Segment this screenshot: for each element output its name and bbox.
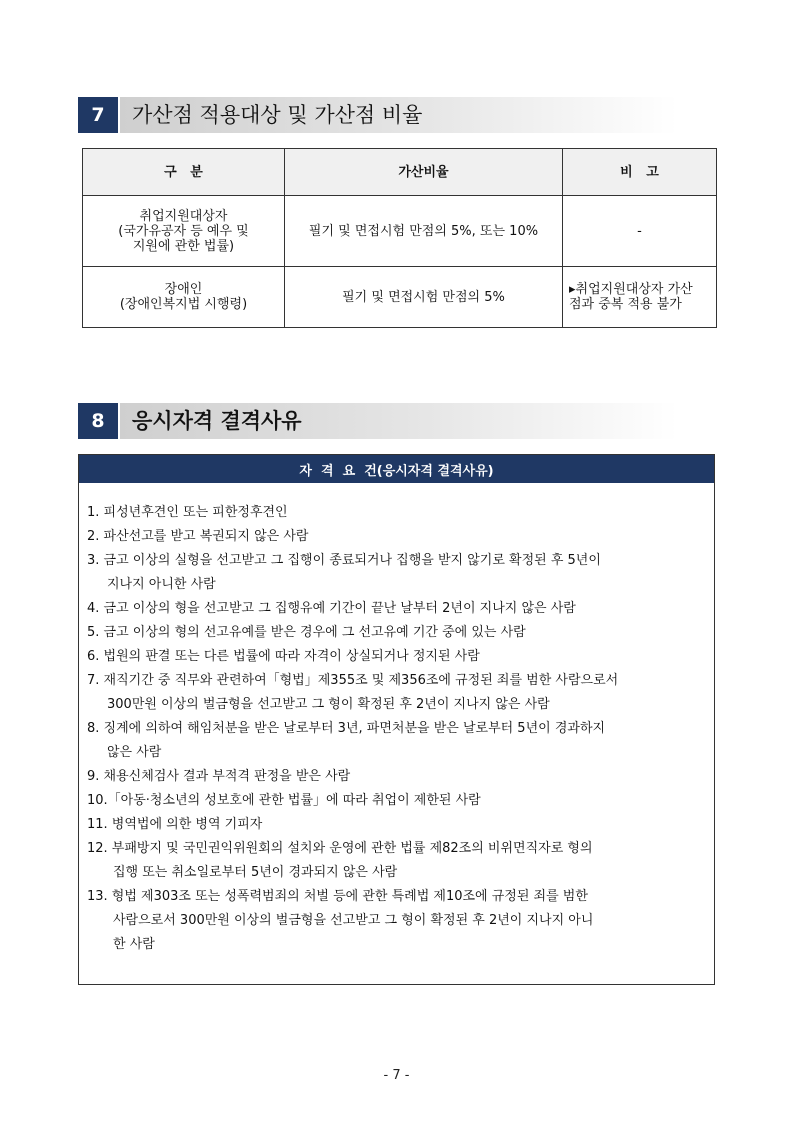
list-item-continuation: 집행 또는 취소일로부터 5년이 경과되지 않은 사람 (113, 865, 398, 880)
list-item-continuation: 사람으로서 300만원 이상의 벌금형을 선고받고 그 형이 확정된 후 2년이 지나지 아니 (113, 913, 594, 928)
disqualification-list (87, 501, 708, 957)
row-ratio: 필기 및 면접시험 만점의 5%, 또는 10% (285, 196, 563, 267)
list-item (87, 717, 708, 765)
list-item (87, 621, 708, 645)
section-7-heading (78, 97, 678, 133)
header-note: 비 고 (563, 149, 717, 196)
list-item-text: 1. 피성년후견인 또는 피한정후견인 (87, 505, 288, 520)
list-item-text: 8. 징계에 의하여 해임처분을 받은 날로부터 3년, 파면처분을 받은 날로부터 5년이 경과하지 (87, 721, 606, 736)
list-item (87, 885, 708, 957)
list-item-text: 12. 부패방지 및 국민권익위원회의 설치와 운영에 관한 법률 제82조의 비위면직자로 형의 (87, 841, 593, 856)
category-line: 장애인 (164, 282, 203, 297)
list-item-text: 13. 형법 제303조 또는 성폭력범죄의 처벌 등에 관한 특례법 제10조에 규정된 죄를 범한 (87, 889, 588, 904)
row-category (83, 267, 285, 328)
list-item-text: 9. 채용신체검사 결과 부적격 판정을 받은 사람 (87, 769, 351, 784)
note-line: - (637, 223, 642, 239)
list-item (87, 765, 708, 789)
list-item-continuation: 지나지 아니한 사람 (107, 577, 216, 592)
list-item (87, 501, 708, 525)
section-8-title-bar (120, 403, 678, 439)
list-item (87, 645, 708, 669)
section-7-number: 7 (78, 97, 118, 133)
category-line: 취업지원대상자 (139, 208, 228, 224)
list-item (87, 597, 708, 621)
row-category (83, 196, 285, 267)
category-line: 지원에 관한 법률) (132, 238, 235, 254)
category-line: (장애인복지법 시행령) (119, 297, 248, 312)
list-item (87, 669, 708, 717)
list-item (87, 837, 708, 885)
list-item-continuation: 300만원 이상의 벌금형을 선고받고 그 형이 확정된 후 2년이 지나지 않은 사람 (107, 697, 550, 712)
row-ratio: 필기 및 면접시험 만점의 5% (285, 267, 563, 328)
list-item-continuation: 않은 사람 (107, 745, 162, 760)
table-row (83, 267, 717, 328)
list-item-text: 3. 금고 이상의 실형을 선고받고 그 집행이 종료되거나 집행을 받지 않기로 확정된 후 5년이 (87, 553, 601, 568)
row-note (563, 267, 717, 328)
disqualification-box (78, 454, 715, 985)
row-note (563, 196, 717, 267)
note-line: ▸취업지원대상자 가산 (569, 282, 693, 297)
bonus-points-table (82, 148, 717, 328)
list-item-text: 10.「아동·청소년의 성보호에 관한 법률」에 따라 취업이 제한된 사람 (87, 793, 481, 808)
section-7-title-bar (120, 97, 678, 133)
section-7-title: 가산점 적용대상 및 가산점 비율 (132, 103, 423, 127)
header-ratio: 가산비율 (285, 149, 563, 196)
category-line: (국가유공자 등 예우 및 (118, 223, 249, 239)
list-item-text: 4. 금고 이상의 형을 선고받고 그 집행유예 기간이 끝난 날부터 2년이 지나지 않은 사람 (87, 601, 576, 616)
list-item (87, 813, 708, 837)
note-line: 점과 중복 적용 불가 (569, 297, 682, 312)
list-item-text: 2. 파산선고를 받고 복권되지 않은 사람 (87, 529, 309, 544)
list-item (87, 525, 708, 549)
list-item-text: 5. 금고 이상의 형의 선고유예를 받은 경우에 그 선고유예 기간 중에 있는 사람 (87, 625, 526, 640)
section-8-number: 8 (78, 403, 118, 439)
list-item-text: 11. 병역법에 의한 병역 기피자 (87, 817, 263, 832)
list-item-continuation: 한 사람 (113, 937, 155, 952)
section-8-title: 응시자격 결격사유 (132, 409, 302, 433)
page-number: - 7 - (383, 1068, 410, 1083)
table-row (83, 196, 717, 267)
table-header-row (83, 149, 717, 196)
list-item (87, 789, 708, 813)
list-item (87, 549, 708, 597)
disqualification-box-header: 자 격 요 건(응시자격 결격사유) (79, 455, 714, 483)
list-item-text: 6. 법원의 판결 또는 다른 법률에 따라 자격이 상실되거나 정지된 사람 (87, 649, 480, 664)
section-8-heading (78, 403, 678, 439)
list-item-text: 7. 재직기간 중 직무와 관련하여「형법」제355조 및 제356조에 규정된 죄를 범한 사람으로서 (87, 673, 619, 688)
header-category: 구 분 (83, 149, 285, 196)
